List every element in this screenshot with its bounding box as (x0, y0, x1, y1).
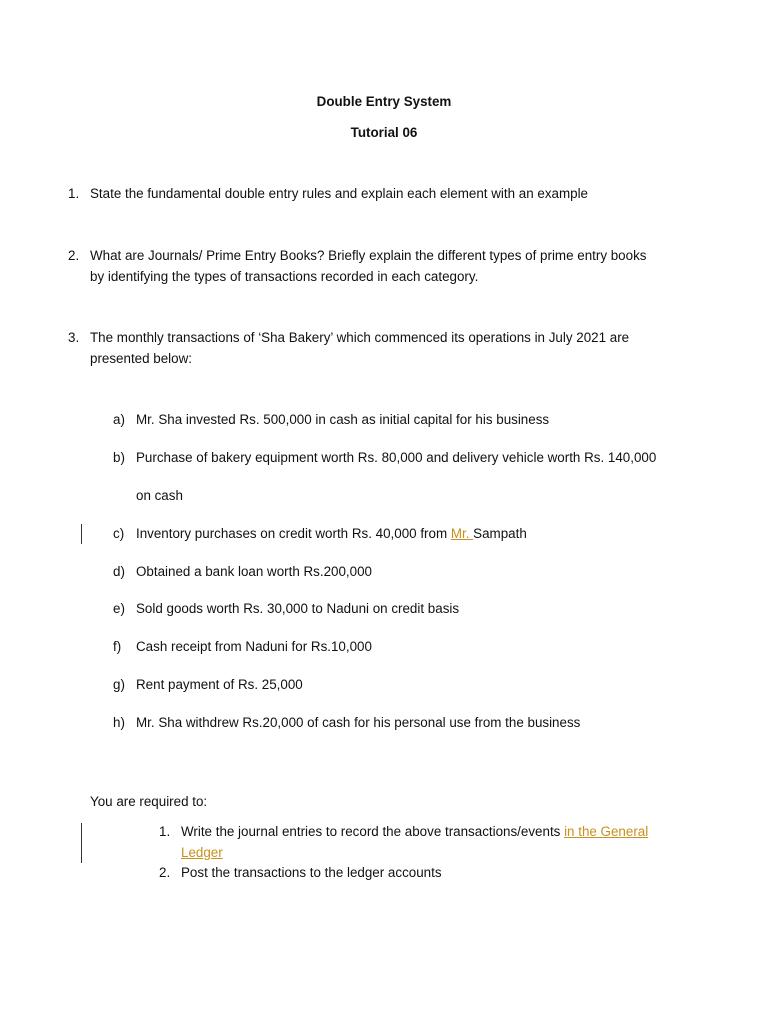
transaction-label: a) (113, 412, 125, 427)
transaction-text (136, 526, 527, 541)
question-number: 1. (68, 186, 80, 201)
question-number: 3. (68, 330, 80, 345)
change-bar (81, 524, 82, 544)
transaction-label: d) (113, 564, 125, 579)
transaction-label: h) (113, 715, 125, 730)
transaction-label: g) (113, 677, 125, 692)
tracked-change: Ledger (181, 845, 223, 860)
transaction-label: f) (113, 639, 122, 654)
requirement-text: Post the transactions to the ledger accounts (181, 865, 442, 880)
change-bar (81, 823, 82, 863)
requirement-text (181, 824, 648, 839)
question-text: What are Journals/ Prime Entry Books? Briefly explain the different types of prime entry books (90, 248, 647, 263)
text-segment: Inventory purchases on credit worth Rs. 40,000 from (136, 526, 451, 541)
tracked-change: in the General (564, 824, 649, 839)
transaction-text: Cash receipt from Naduni for Rs.10,000 (136, 639, 372, 654)
question-text: by identifying the types of transactions recorded in each category. (90, 269, 479, 284)
transaction-text: Purchase of bakery equipment worth Rs. 80,000 and delivery vehicle worth Rs. 140,000 (136, 450, 657, 465)
transaction-label: b) (113, 450, 125, 465)
transaction-label: e) (113, 601, 125, 616)
transaction-text: Mr. Sha invested Rs. 500,000 in cash as initial capital for his business (136, 412, 550, 427)
transaction-text: Sold goods worth Rs. 30,000 to Naduni on credit basis (136, 601, 460, 616)
question-text: The monthly transactions of ‘Sha Bakery’ which commenced its operations in July 2021 are (90, 330, 630, 345)
tracked-change: Mr. (450, 526, 474, 541)
transaction-text: Obtained a bank loan worth Rs.200,000 (136, 564, 372, 579)
transaction-text: Mr. Sha withdrew Rs.20,000 of cash for his personal use from the business (136, 715, 581, 730)
transaction-continuation: on cash (136, 488, 183, 503)
question-text: State the fundamental double entry rules and explain each element with an example (90, 186, 589, 201)
requirements-heading: You are required to: (90, 794, 208, 809)
question-text: presented below: (90, 351, 192, 366)
text-segment: Sampath (473, 526, 527, 541)
transaction-label: c) (113, 526, 125, 541)
document-subtitle: Tutorial 06 (350, 125, 418, 140)
transaction-text: Rent payment of Rs. 25,000 (136, 677, 303, 692)
text-segment: Write the journal entries to record the above transactions/events (181, 824, 565, 839)
document-title: Double Entry System (316, 94, 452, 109)
requirement-number: 1. (159, 824, 171, 839)
question-number: 2. (68, 248, 80, 263)
requirement-number: 2. (159, 865, 171, 880)
